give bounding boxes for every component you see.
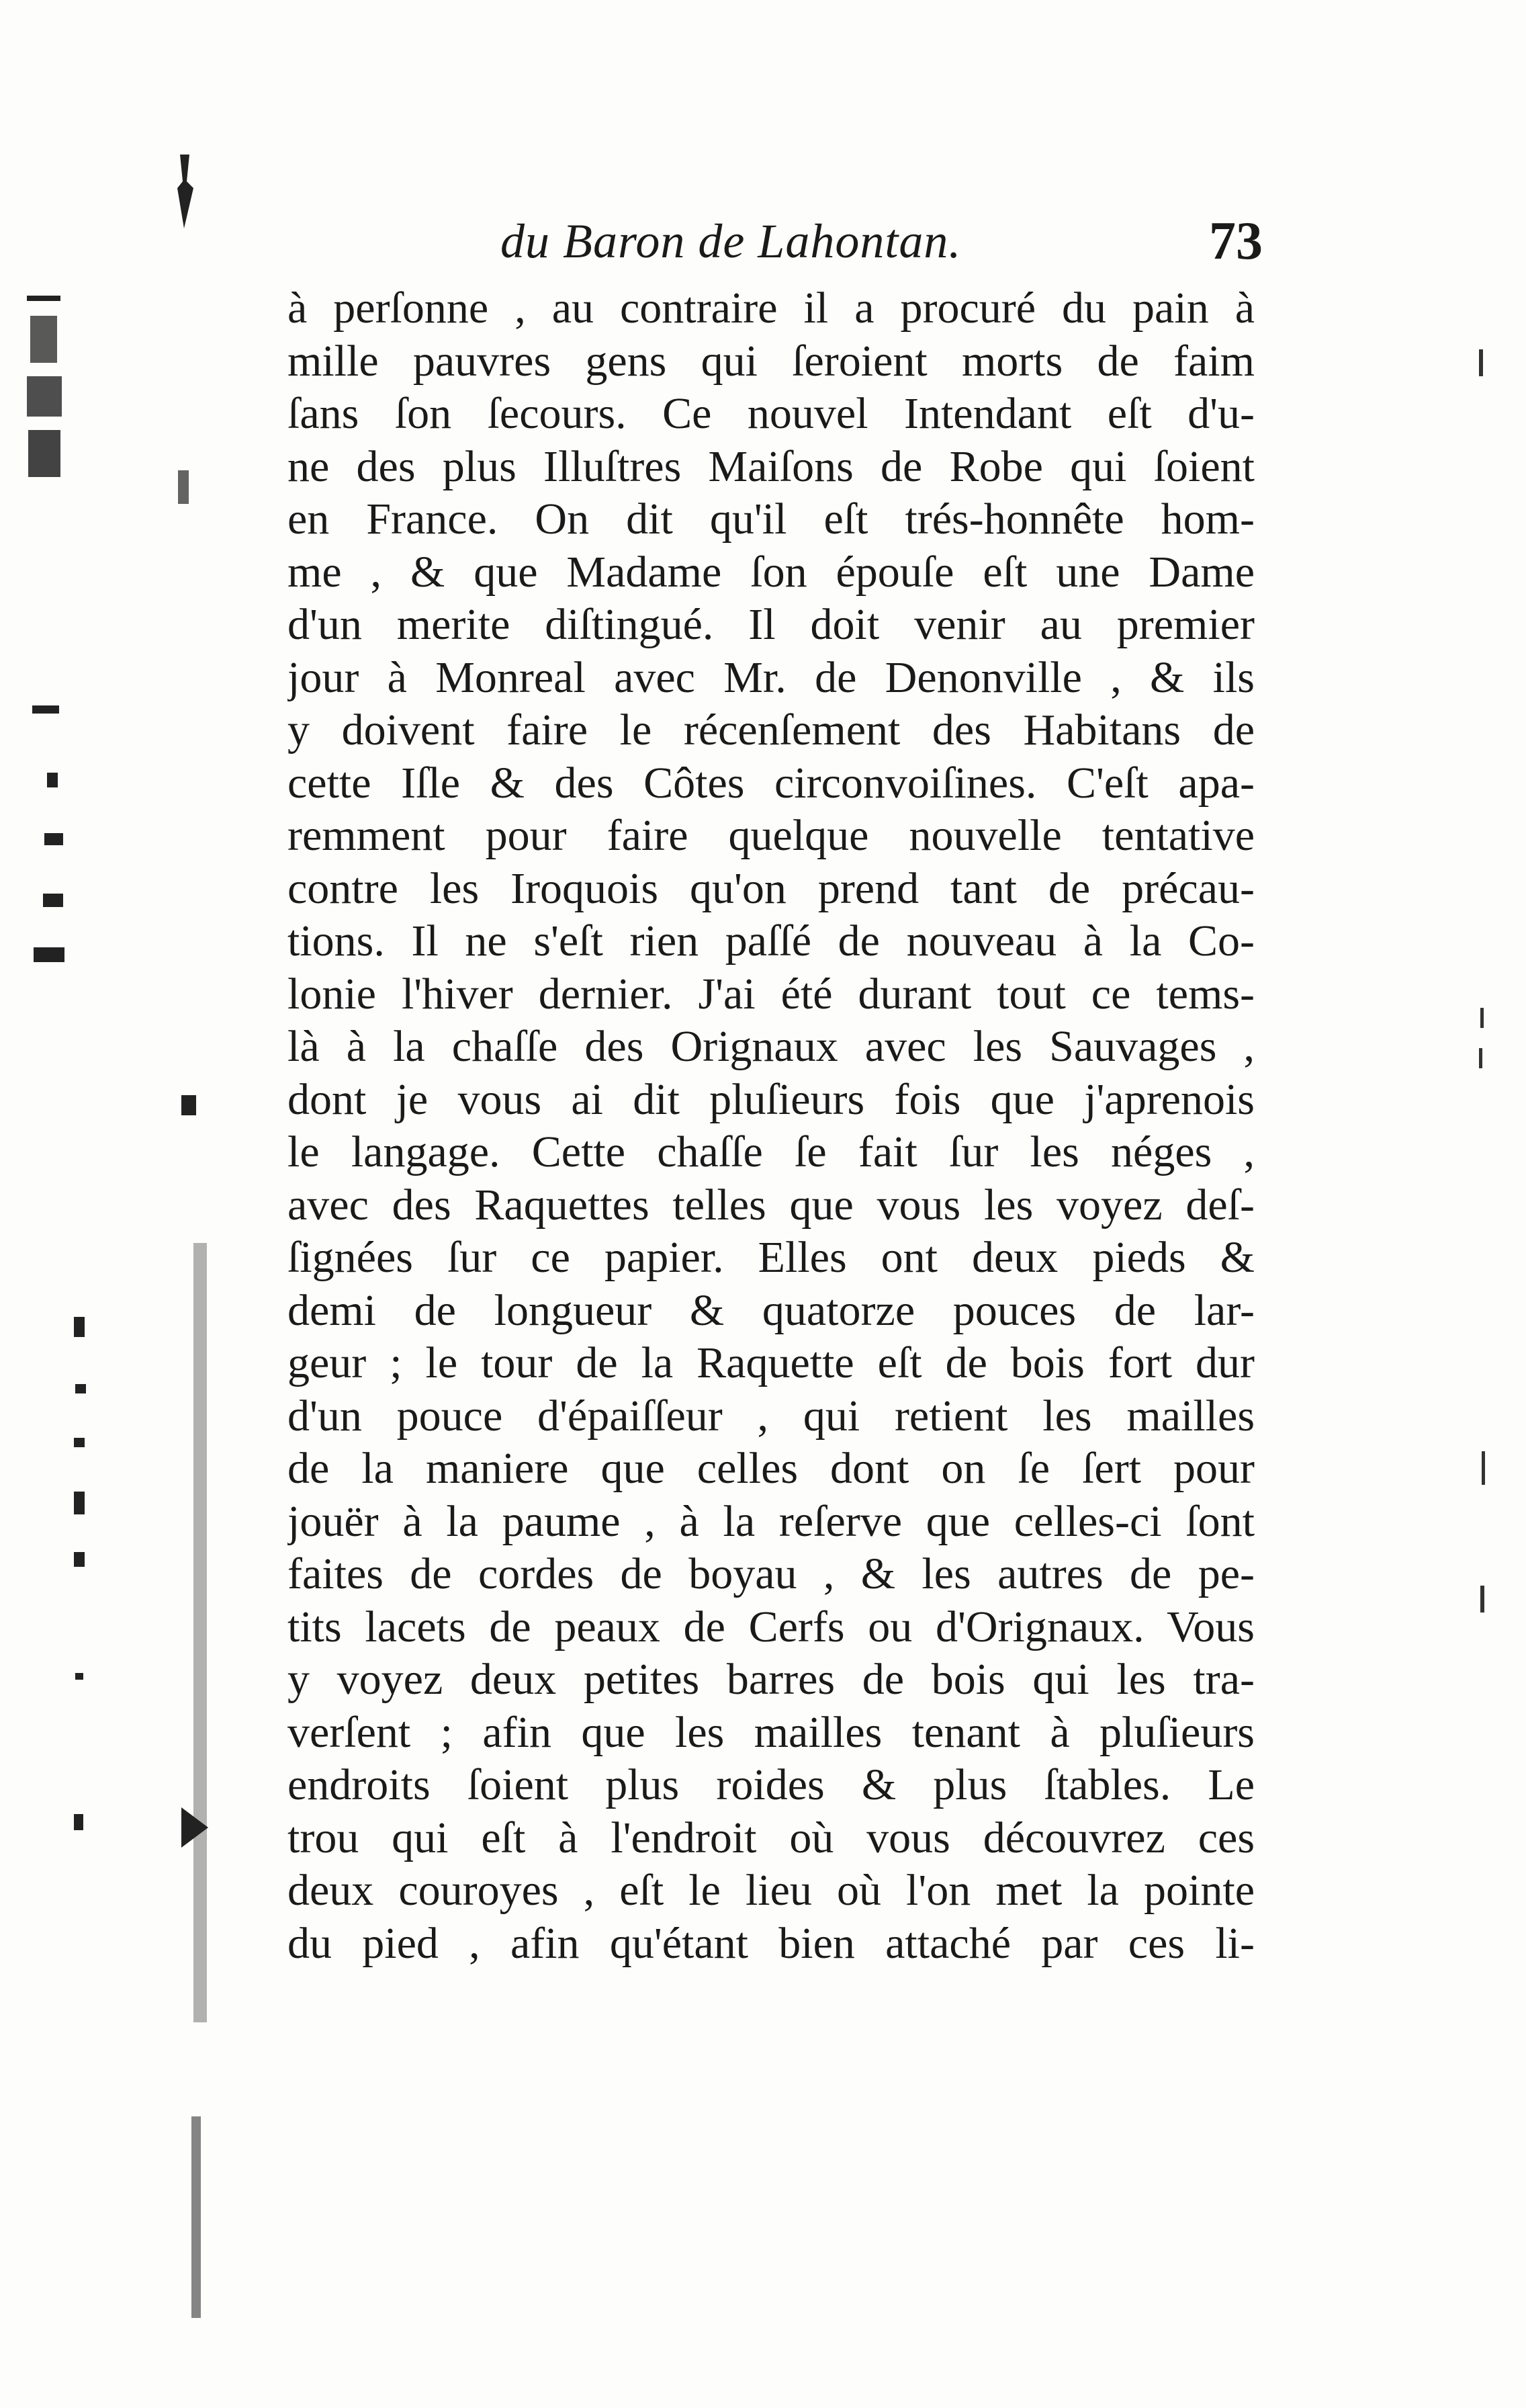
body-text [287,282,1255,1970]
text-line: à perſonne , au contraire il a procuré du pain à [287,284,1255,333]
text-line: en France. On dit qu'il eſt trés-honnête hom- [287,494,1255,544]
text-line: demi de longueur & quatorze pouces de lar- [287,1285,1255,1335]
text-line: verſent ; afin que les mailles tenant à pluſieurs [287,1707,1255,1757]
text-line: de la maniere que celles dont on ſe ſert pour [287,1444,1255,1493]
text-line: là à la chaſſe des Orignaux avec les Sauvages , [287,1022,1255,1071]
text-line: tions. Il ne s'eſt rien paſſé de nouveau à la Co- [287,916,1255,965]
text-line: dont je vous ai dit pluſieurs fois que j'aprenois [287,1074,1255,1124]
scan-right-marks [1445,0,1526,2408]
text-line: du pied , afin qu'étant bien attaché par ces li- [287,1918,1255,1968]
text-line: y doivent faire le récenſement des Habitans de [287,705,1255,755]
text-line: le langage. Cette chaſſe ſe fait ſur les néges , [287,1127,1255,1176]
text-line: me , & que Madame ſon épouſe eſt une Dame [287,547,1255,597]
text-line: trou qui eſt à l'endroit où vous découvrez ces [287,1813,1255,1862]
text-line: avec des Raquettes telles que vous les voyez deſ- [287,1180,1255,1230]
text-line: deux couroyes , eſt le lieu où l'on met la pointe [287,1866,1255,1915]
text-line: remment pour faire quelque nouvelle tentative [287,811,1255,860]
text-line: ſignées ſur ce papier. Elles ont deux pieds & [287,1233,1255,1282]
text-line: mille pauvres gens qui ſeroient morts de faim [287,336,1255,386]
page-number: 73 [1209,212,1263,271]
text-line: y voyez deux petites barres de bois qui les tra- [287,1655,1255,1704]
text-line: cette Iſle & des Côtes circonvoiſines. C'eſt apa- [287,758,1255,808]
text-line: tits lacets de peaux de Cerfs ou d'Orignaux. Vous [287,1602,1255,1651]
text-line: d'un pouce d'épaiſſeur , qui retient les mailles [287,1391,1255,1440]
text-line: faites de cordes de boyau , & les autres de pe- [287,1549,1255,1598]
running-head [484,214,1263,288]
text-line: contre les Iroquois qu'on prend tant de précau- [287,863,1255,913]
text-line: ne des plus Illuſtres Maiſons de Robe qui ſoient [287,441,1255,491]
scan-gutter-marks [0,0,228,2408]
text-line: jouër à la paume , à la reſerve que celles-ci ſont [287,1496,1255,1546]
text-line: jour à Monreal avec Mr. de Denonville , & ils [287,652,1255,702]
running-title: du Baron de Lahontan. [500,214,962,268]
text-line: endroits ſoient plus roides & plus ſtables. Le [287,1760,1255,1809]
text-line: geur ; le tour de la Raquette eſt de bois fort dur [287,1338,1255,1387]
text-line: ſans ſon ſecours. Ce nouvel Intendant eſt d'u- [287,389,1255,438]
text-line: d'un merite diſtingué. Il doit venir au premier [287,600,1255,649]
text-line: lonie l'hiver dernier. J'ai été durant tout ce tems- [287,969,1255,1019]
